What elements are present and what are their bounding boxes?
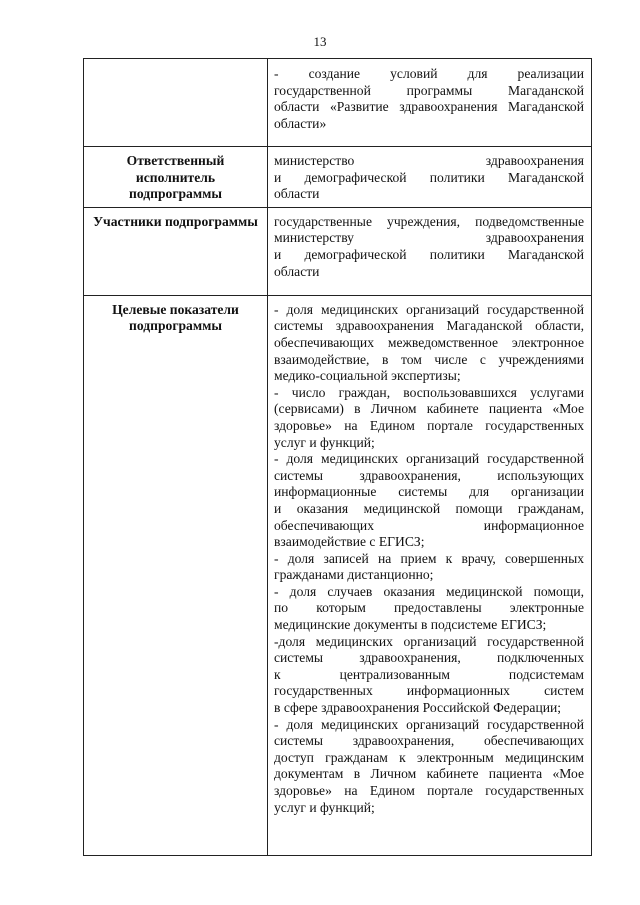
value-line: области «Развитие здравоохранения Магаданской bbox=[274, 99, 584, 115]
row-value bbox=[268, 147, 592, 208]
page-number: 13 bbox=[313, 34, 327, 49]
value-line: - число граждан, воспользовавшихся услугами bbox=[274, 384, 584, 400]
value-line: по которым предоставлены электронные bbox=[274, 600, 584, 616]
row-value bbox=[268, 207, 592, 295]
value-line: услуг и функций; bbox=[274, 434, 375, 450]
value-line: и оказания медицинской помощи гражданам, bbox=[274, 500, 584, 516]
value-line: медико-социальной экспертизы; bbox=[274, 368, 461, 384]
value-line: - доля случаев оказания медицинской помощи, bbox=[274, 583, 584, 599]
value-line: государственные учреждения, подведомственные bbox=[274, 213, 584, 229]
value-line: - доля медицинских организаций государственной bbox=[274, 451, 584, 467]
participants-row bbox=[84, 207, 592, 295]
value-line: и демографической политики Магаданской bbox=[274, 246, 584, 262]
value-line: системы здравоохранения, подключенных bbox=[274, 650, 584, 666]
value-line: обеспечивающих информационное bbox=[274, 517, 584, 533]
value-line: области bbox=[274, 186, 320, 202]
value-line: системы здравоохранения, использующих bbox=[274, 467, 584, 483]
responsible-executor-row bbox=[84, 147, 592, 208]
value-line: - доля медицинских организаций государственной bbox=[274, 716, 584, 732]
value-line: области bbox=[274, 263, 320, 279]
value-line: информационные системы для организации bbox=[274, 484, 584, 500]
row-label: Участники подпрограммы bbox=[84, 207, 268, 295]
row-label: Ответственный исполнитель подпрограммы bbox=[84, 147, 268, 208]
value-line: государственной программы Магаданской bbox=[274, 82, 584, 98]
row-label: Целевые показатели подпрограммы bbox=[84, 295, 268, 855]
value-line: гражданами дистанционно; bbox=[274, 567, 434, 583]
value-line: здоровье» на Едином портале государственных bbox=[274, 783, 584, 798]
row-value bbox=[268, 59, 592, 147]
value-line: и демографической политики Магаданской bbox=[274, 169, 584, 185]
value-line: системы здравоохранения, обеспечивающих bbox=[274, 733, 584, 749]
value-line: доступ гражданам к электронным медицинским bbox=[274, 749, 584, 765]
value-line: в сфере здравоохранения Российской Федерации; bbox=[274, 700, 562, 716]
value-line: документам в Личном кабинете пациента «Мое bbox=[274, 766, 584, 782]
value-line: взаимодействие с ЕГИСЗ; bbox=[274, 534, 425, 550]
value-line: медицинские документы в подсистеме ЕГИСЗ; bbox=[274, 617, 547, 633]
value-line: услуг и функций; bbox=[274, 799, 375, 815]
value-line: министерство здравоохранения bbox=[274, 153, 584, 168]
value-line: к централизованным подсистемам bbox=[274, 666, 584, 682]
row-value bbox=[268, 295, 592, 855]
goals-row bbox=[84, 59, 592, 147]
value-line: -доля медицинских организаций государственной bbox=[274, 633, 584, 649]
value-line: системы здравоохранения Магаданской области, bbox=[274, 318, 584, 334]
value-line: государственных информационных систем bbox=[274, 683, 584, 699]
target-indicators-row bbox=[84, 295, 592, 855]
value-line: взаимодействие, в том числе с учреждениями bbox=[274, 351, 584, 367]
value-line: - создание условий для реализации bbox=[274, 66, 584, 81]
value-line: - доля медицинских организаций государственной bbox=[274, 301, 584, 317]
value-line: (сервисами) в Личном кабинете пациента «Мое bbox=[274, 401, 584, 417]
value-line: министерству здравоохранения bbox=[274, 230, 584, 246]
value-line: области» bbox=[274, 115, 327, 131]
value-line: - доля записей на прием к врачу, совершенных bbox=[274, 550, 584, 566]
subprogram-passport-table bbox=[83, 58, 592, 856]
value-line: обеспечивающих межведомственное электронное bbox=[274, 334, 584, 350]
value-line: здоровье» на Едином портале государственных bbox=[274, 417, 584, 433]
row-label bbox=[84, 59, 268, 147]
